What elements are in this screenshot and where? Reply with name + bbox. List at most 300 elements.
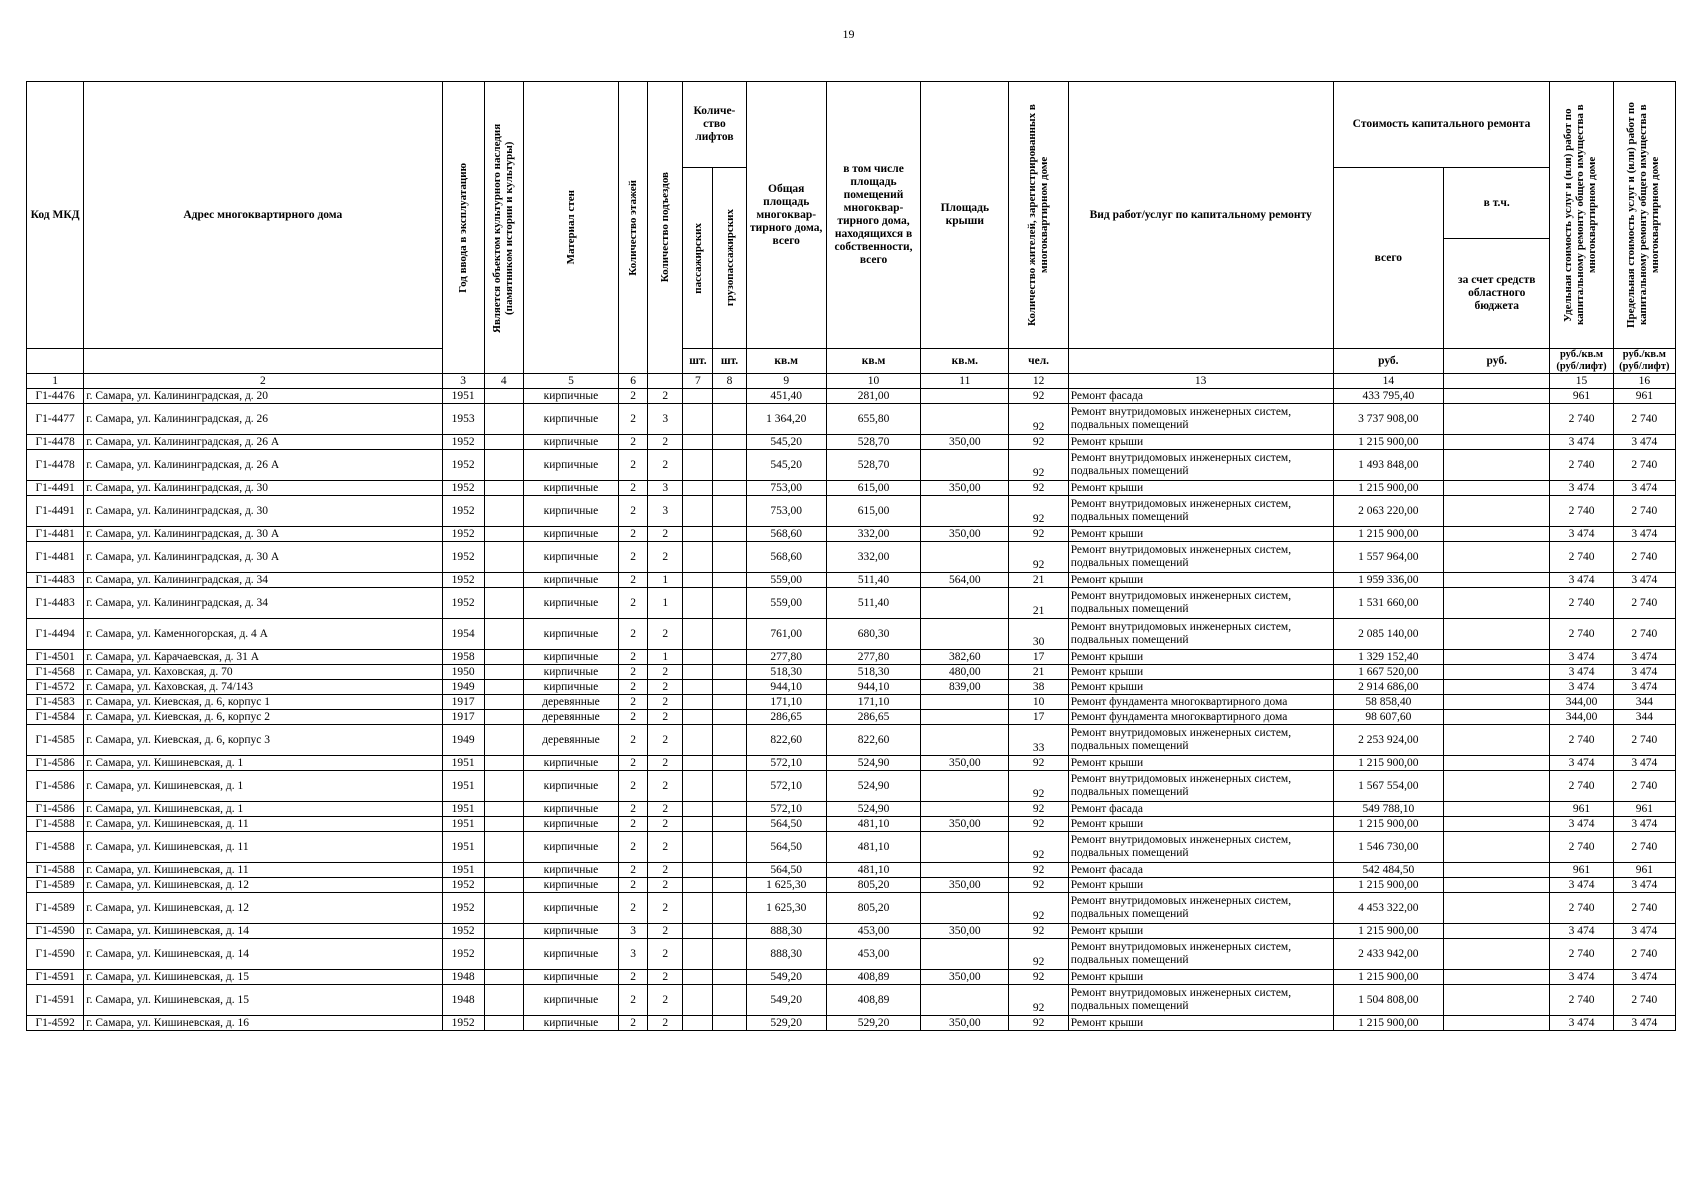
row-heritage	[484, 650, 523, 665]
row-limit-cost: 2 740	[1613, 588, 1675, 619]
row-cost-total: 3 737 908,00	[1333, 404, 1443, 435]
row-lifts-cargo	[713, 542, 746, 573]
row-lifts-passenger	[683, 970, 713, 985]
row-cost-total: 58 858,40	[1333, 695, 1443, 710]
row-lifts-passenger	[683, 695, 713, 710]
row-roof-area: 350,00	[921, 481, 1009, 496]
table-row	[27, 527, 1676, 542]
row-heritage	[484, 802, 523, 817]
row-cost-regional	[1444, 802, 1550, 817]
row-owned-area: 805,20	[826, 893, 920, 924]
row-unit-cost: 2 740	[1550, 450, 1613, 481]
row-floors: 2	[619, 435, 648, 450]
row-residents: 92	[1009, 832, 1068, 863]
row-material: кирпичные	[523, 863, 618, 878]
row-total-area: 277,80	[746, 650, 826, 665]
header-lifts-passenger: пассажирских	[683, 168, 713, 349]
row-cost-regional	[1444, 756, 1550, 771]
row-address: г. Самара, ул. Киевская, д. 6, корпус 3	[84, 725, 442, 756]
row-cost-total: 549 788,10	[1333, 802, 1443, 817]
row-entrances: 3	[648, 481, 683, 496]
row-owned-area: 481,10	[826, 817, 920, 832]
row-lifts-passenger	[683, 450, 713, 481]
row-heritage	[484, 939, 523, 970]
row-lifts-passenger	[683, 389, 713, 404]
row-residents: 92	[1009, 404, 1068, 435]
row-entrances: 2	[648, 878, 683, 893]
row-total-area: 1 625,30	[746, 893, 826, 924]
row-residents: 92	[1009, 771, 1068, 802]
unit-rub-sqm: руб./кв.м (руб/лифт)	[1550, 349, 1613, 374]
row-work-type: Ремонт внутридомовых инженерных систем, подвальных помещений	[1068, 588, 1333, 619]
row-material: деревянные	[523, 725, 618, 756]
row-lifts-passenger	[683, 832, 713, 863]
row-unit-cost: 2 740	[1550, 725, 1613, 756]
row-total-area: 545,20	[746, 435, 826, 450]
row-lifts-passenger	[683, 573, 713, 588]
row-material: кирпичные	[523, 756, 618, 771]
row-unit-cost: 3 474	[1550, 924, 1613, 939]
row-floors: 2	[619, 725, 648, 756]
row-limit-cost: 2 740	[1613, 725, 1675, 756]
row-lifts-passenger	[683, 1016, 713, 1031]
row-code: Г1-4478	[27, 435, 84, 450]
row-roof-area: 350,00	[921, 970, 1009, 985]
table-row	[27, 771, 1676, 802]
row-entrances: 2	[648, 832, 683, 863]
row-total-area: 545,20	[746, 450, 826, 481]
row-code: Г1-4589	[27, 893, 84, 924]
row-total-area: 559,00	[746, 588, 826, 619]
row-unit-cost: 3 474	[1550, 435, 1613, 450]
row-work-type: Ремонт внутридомовых инженерных систем, подвальных помещений	[1068, 619, 1333, 650]
row-address: г. Самара, ул. Кишиневская, д. 11	[84, 832, 442, 863]
header-incl: в т.ч.	[1444, 168, 1550, 239]
row-address: г. Самара, ул. Калининградская, д. 26 А	[84, 435, 442, 450]
row-cost-total: 1 215 900,00	[1333, 435, 1443, 450]
row-year: 1952	[442, 481, 484, 496]
row-material: кирпичные	[523, 389, 618, 404]
row-total-area: 1 364,20	[746, 404, 826, 435]
row-address: г. Самара, ул. Калининградская, д. 26 А	[84, 450, 442, 481]
row-address: г. Самара, ул. Калининградская, д. 30	[84, 481, 442, 496]
row-address: г. Самара, ул. Кишиневская, д. 12	[84, 878, 442, 893]
row-work-type: Ремонт крыши	[1068, 878, 1333, 893]
row-work-type: Ремонт крыши	[1068, 527, 1333, 542]
col-number: 5	[523, 374, 618, 389]
row-lifts-cargo	[713, 389, 746, 404]
col-number: 11	[921, 374, 1009, 389]
row-cost-total: 1 329 152,40	[1333, 650, 1443, 665]
row-work-type: Ремонт фасада	[1068, 802, 1333, 817]
row-residents: 92	[1009, 863, 1068, 878]
row-address: г. Самара, ул. Калининградская, д. 34	[84, 573, 442, 588]
row-cost-regional	[1444, 404, 1550, 435]
row-lifts-cargo	[713, 527, 746, 542]
row-floors: 2	[619, 802, 648, 817]
row-owned-area: 528,70	[826, 450, 920, 481]
header-material: Материал стен	[523, 82, 618, 374]
header-owned-area: в том числе площадь помещений многоквар-тирного дома, находящихся в собственности, всего	[826, 82, 920, 349]
row-cost-total: 1 215 900,00	[1333, 924, 1443, 939]
row-roof-area	[921, 832, 1009, 863]
row-total-area: 1 625,30	[746, 878, 826, 893]
row-work-type: Ремонт крыши	[1068, 481, 1333, 496]
row-lifts-passenger	[683, 481, 713, 496]
row-code: Г1-4481	[27, 542, 84, 573]
row-floors: 2	[619, 817, 648, 832]
row-code: Г1-4585	[27, 725, 84, 756]
row-owned-area: 286,65	[826, 710, 920, 725]
row-lifts-cargo	[713, 939, 746, 970]
row-total-area: 568,60	[746, 527, 826, 542]
row-work-type: Ремонт внутридомовых инженерных систем, подвальных помещений	[1068, 542, 1333, 573]
row-floors: 2	[619, 650, 648, 665]
row-limit-cost: 2 740	[1613, 496, 1675, 527]
row-lifts-cargo	[713, 924, 746, 939]
row-entrances: 2	[648, 725, 683, 756]
row-year: 1952	[442, 542, 484, 573]
unit-empty	[84, 349, 442, 374]
row-heritage	[484, 970, 523, 985]
row-year: 1949	[442, 725, 484, 756]
unit-empty	[27, 349, 84, 374]
row-floors: 2	[619, 970, 648, 985]
row-address: г. Самара, ул. Каховская, д. 70	[84, 665, 442, 680]
row-year: 1917	[442, 695, 484, 710]
row-floors: 2	[619, 527, 648, 542]
row-roof-area	[921, 389, 1009, 404]
row-roof-area	[921, 863, 1009, 878]
row-code: Г1-4568	[27, 665, 84, 680]
header-code: Код МКД	[27, 82, 84, 349]
row-year: 1952	[442, 924, 484, 939]
row-cost-total: 1 215 900,00	[1333, 481, 1443, 496]
row-unit-cost: 961	[1550, 802, 1613, 817]
row-material: кирпичные	[523, 985, 618, 1016]
row-residents: 21	[1009, 665, 1068, 680]
row-owned-area: 511,40	[826, 588, 920, 619]
row-owned-area: 518,30	[826, 665, 920, 680]
row-cost-total: 433 795,40	[1333, 389, 1443, 404]
table-row	[27, 665, 1676, 680]
row-address: г. Самара, ул. Кишиневская, д. 11	[84, 817, 442, 832]
row-lifts-cargo	[713, 970, 746, 985]
row-address: г. Самара, ул. Кишиневская, д. 12	[84, 893, 442, 924]
row-limit-cost: 961	[1613, 389, 1675, 404]
row-residents: 92	[1009, 435, 1068, 450]
row-limit-cost: 2 740	[1613, 985, 1675, 1016]
row-floors: 2	[619, 680, 648, 695]
row-owned-area: 944,10	[826, 680, 920, 695]
row-year: 1951	[442, 389, 484, 404]
row-address: г. Самара, ул. Кишиневская, д. 16	[84, 1016, 442, 1031]
row-material: кирпичные	[523, 939, 618, 970]
row-unit-cost: 2 740	[1550, 542, 1613, 573]
row-lifts-passenger	[683, 496, 713, 527]
row-floors: 2	[619, 573, 648, 588]
header-floors: Количество этажей	[619, 82, 648, 374]
row-work-type: Ремонт фасада	[1068, 863, 1333, 878]
row-residents: 92	[1009, 542, 1068, 573]
row-code: Г1-4588	[27, 863, 84, 878]
row-address: г. Самара, ул. Калининградская, д. 34	[84, 588, 442, 619]
table-row	[27, 970, 1676, 985]
row-entrances: 2	[648, 771, 683, 802]
row-owned-area: 332,00	[826, 527, 920, 542]
row-residents: 10	[1009, 695, 1068, 710]
col-number: 7	[683, 374, 713, 389]
col-number: 8	[713, 374, 746, 389]
row-lifts-cargo	[713, 725, 746, 756]
row-cost-total: 1 567 554,00	[1333, 771, 1443, 802]
row-cost-regional	[1444, 481, 1550, 496]
row-limit-cost: 3 474	[1613, 924, 1675, 939]
row-work-type: Ремонт фасада	[1068, 389, 1333, 404]
row-floors: 2	[619, 588, 648, 619]
row-heritage	[484, 725, 523, 756]
col-number: 9	[746, 374, 826, 389]
row-cost-total: 4 453 322,00	[1333, 893, 1443, 924]
row-material: кирпичные	[523, 771, 618, 802]
row-cost-total: 1 215 900,00	[1333, 1016, 1443, 1031]
row-cost-total: 1 504 808,00	[1333, 985, 1443, 1016]
row-owned-area: 332,00	[826, 542, 920, 573]
row-total-area: 564,50	[746, 817, 826, 832]
row-lifts-passenger	[683, 863, 713, 878]
row-material: кирпичные	[523, 924, 618, 939]
row-cost-regional	[1444, 665, 1550, 680]
row-heritage	[484, 389, 523, 404]
table-row	[27, 481, 1676, 496]
row-material: кирпичные	[523, 817, 618, 832]
row-address: г. Самара, ул. Калининградская, д. 30 А	[84, 527, 442, 542]
row-year: 1953	[442, 404, 484, 435]
row-cost-total: 1 531 660,00	[1333, 588, 1443, 619]
col-number: 15	[1550, 374, 1613, 389]
capital-repair-table	[26, 81, 1676, 1031]
unit-pcs: шт.	[713, 349, 746, 374]
row-unit-cost: 3 474	[1550, 527, 1613, 542]
unit-rub-sqm: руб./кв.м (руб/лифт)	[1613, 349, 1675, 374]
row-year: 1952	[442, 893, 484, 924]
row-owned-area: 615,00	[826, 481, 920, 496]
row-year: 1952	[442, 878, 484, 893]
row-owned-area: 529,20	[826, 1016, 920, 1031]
row-entrances: 2	[648, 710, 683, 725]
row-heritage	[484, 817, 523, 832]
row-owned-area: 481,10	[826, 863, 920, 878]
row-roof-area: 480,00	[921, 665, 1009, 680]
row-lifts-passenger	[683, 680, 713, 695]
row-limit-cost: 3 474	[1613, 527, 1675, 542]
row-lifts-cargo	[713, 832, 746, 863]
table-row	[27, 588, 1676, 619]
row-cost-regional	[1444, 878, 1550, 893]
header-cost: Стоимость капитального ремонта	[1333, 82, 1550, 168]
header-lifts: Количе-ство лифтов	[683, 82, 746, 168]
row-roof-area: 382,60	[921, 650, 1009, 665]
row-entrances: 2	[648, 756, 683, 771]
row-code: Г1-4491	[27, 496, 84, 527]
row-lifts-passenger	[683, 665, 713, 680]
header-roof-area: Площадь крыши	[921, 82, 1009, 349]
row-lifts-cargo	[713, 710, 746, 725]
row-code: Г1-4478	[27, 450, 84, 481]
table-row	[27, 725, 1676, 756]
row-year: 1954	[442, 619, 484, 650]
row-code: Г1-4501	[27, 650, 84, 665]
header-address: Адрес многоквартирного дома	[84, 82, 442, 349]
row-cost-regional	[1444, 939, 1550, 970]
row-work-type: Ремонт внутридомовых инженерных систем, подвальных помещений	[1068, 404, 1333, 435]
row-residents: 17	[1009, 650, 1068, 665]
row-entrances: 2	[648, 435, 683, 450]
row-owned-area: 281,00	[826, 389, 920, 404]
col-number: 16	[1613, 374, 1675, 389]
row-unit-cost: 961	[1550, 389, 1613, 404]
row-heritage	[484, 588, 523, 619]
row-roof-area	[921, 985, 1009, 1016]
row-work-type: Ремонт внутридомовых инженерных систем, подвальных помещений	[1068, 893, 1333, 924]
row-owned-area: 453,00	[826, 924, 920, 939]
row-entrances: 3	[648, 404, 683, 435]
row-heritage	[484, 832, 523, 863]
row-roof-area	[921, 939, 1009, 970]
row-residents: 38	[1009, 680, 1068, 695]
row-unit-cost: 2 740	[1550, 893, 1613, 924]
row-cost-total: 1 215 900,00	[1333, 878, 1443, 893]
row-material: кирпичные	[523, 588, 618, 619]
row-year: 1948	[442, 985, 484, 1016]
row-roof-area	[921, 725, 1009, 756]
row-limit-cost: 2 740	[1613, 542, 1675, 573]
row-material: кирпичные	[523, 481, 618, 496]
row-address: г. Самара, ул. Кишиневская, д. 11	[84, 863, 442, 878]
row-code: Г1-4590	[27, 939, 84, 970]
row-lifts-passenger	[683, 710, 713, 725]
row-roof-area	[921, 496, 1009, 527]
table-header	[27, 82, 1676, 389]
row-heritage	[484, 985, 523, 1016]
row-year: 1952	[442, 496, 484, 527]
row-total-area: 944,10	[746, 680, 826, 695]
table-row	[27, 756, 1676, 771]
row-cost-regional	[1444, 893, 1550, 924]
row-limit-cost: 961	[1613, 863, 1675, 878]
row-heritage	[484, 481, 523, 496]
table-row	[27, 542, 1676, 573]
row-cost-regional	[1444, 985, 1550, 1016]
row-heritage	[484, 404, 523, 435]
row-entrances: 2	[648, 619, 683, 650]
row-heritage	[484, 771, 523, 802]
row-entrances: 2	[648, 1016, 683, 1031]
row-floors: 2	[619, 695, 648, 710]
row-entrances: 1	[648, 588, 683, 619]
row-residents: 92	[1009, 893, 1068, 924]
row-owned-area: 680,30	[826, 619, 920, 650]
row-entrances: 1	[648, 650, 683, 665]
unit-people: чел.	[1009, 349, 1068, 374]
row-heritage	[484, 1016, 523, 1031]
row-roof-area	[921, 588, 1009, 619]
row-limit-cost: 344	[1613, 710, 1675, 725]
row-entrances: 3	[648, 496, 683, 527]
row-entrances: 1	[648, 573, 683, 588]
row-code: Г1-4586	[27, 756, 84, 771]
row-code: Г1-4588	[27, 832, 84, 863]
row-heritage	[484, 573, 523, 588]
row-cost-regional	[1444, 771, 1550, 802]
row-total-area: 572,10	[746, 802, 826, 817]
row-heritage	[484, 863, 523, 878]
row-work-type: Ремонт крыши	[1068, 665, 1333, 680]
row-total-area: 888,30	[746, 939, 826, 970]
row-lifts-cargo	[713, 404, 746, 435]
table-row	[27, 710, 1676, 725]
row-code: Г1-4591	[27, 985, 84, 1016]
row-year: 1949	[442, 680, 484, 695]
row-work-type: Ремонт фундамента многоквартирного дома	[1068, 695, 1333, 710]
row-limit-cost: 2 740	[1613, 939, 1675, 970]
row-limit-cost: 2 740	[1613, 404, 1675, 435]
row-residents: 92	[1009, 389, 1068, 404]
row-code: Г1-4491	[27, 481, 84, 496]
row-cost-total: 1 667 520,00	[1333, 665, 1443, 680]
row-owned-area: 171,10	[826, 695, 920, 710]
row-year: 1917	[442, 710, 484, 725]
row-heritage	[484, 695, 523, 710]
row-material: кирпичные	[523, 1016, 618, 1031]
row-cost-total: 542 484,50	[1333, 863, 1443, 878]
row-material: кирпичные	[523, 573, 618, 588]
col-number: 1	[27, 374, 84, 389]
row-cost-regional	[1444, 527, 1550, 542]
row-unit-cost: 2 740	[1550, 832, 1613, 863]
row-address: г. Самара, ул. Кишиневская, д. 15	[84, 985, 442, 1016]
row-residents: 92	[1009, 970, 1068, 985]
row-roof-area: 350,00	[921, 878, 1009, 893]
row-residents: 92	[1009, 527, 1068, 542]
row-lifts-passenger	[683, 893, 713, 924]
row-cost-regional	[1444, 924, 1550, 939]
row-year: 1958	[442, 650, 484, 665]
header-year: Год ввода в эксплуатацию	[442, 82, 484, 374]
row-unit-cost: 3 474	[1550, 680, 1613, 695]
row-work-type: Ремонт внутридомовых инженерных систем, подвальных помещений	[1068, 985, 1333, 1016]
row-owned-area: 408,89	[826, 985, 920, 1016]
row-cost-regional	[1444, 542, 1550, 573]
row-code: Г1-4588	[27, 817, 84, 832]
row-limit-cost: 3 474	[1613, 435, 1675, 450]
row-floors: 3	[619, 939, 648, 970]
row-unit-cost: 3 474	[1550, 665, 1613, 680]
header-work-type: Вид работ/услуг по капитальному ремонту	[1068, 82, 1333, 349]
row-lifts-passenger	[683, 542, 713, 573]
row-limit-cost: 3 474	[1613, 756, 1675, 771]
row-total-area: 822,60	[746, 725, 826, 756]
header-unit-cost: Удельная стоимость услуг и (или) работ по капитальному ремонту общего имущества в многоквартирном доме	[1550, 82, 1613, 349]
row-material: кирпичные	[523, 970, 618, 985]
unit-sqm: кв.м.	[921, 349, 1009, 374]
row-floors: 2	[619, 832, 648, 863]
row-cost-regional	[1444, 725, 1550, 756]
row-material: кирпичные	[523, 802, 618, 817]
row-lifts-passenger	[683, 725, 713, 756]
row-lifts-cargo	[713, 985, 746, 1016]
row-code: Г1-4476	[27, 389, 84, 404]
